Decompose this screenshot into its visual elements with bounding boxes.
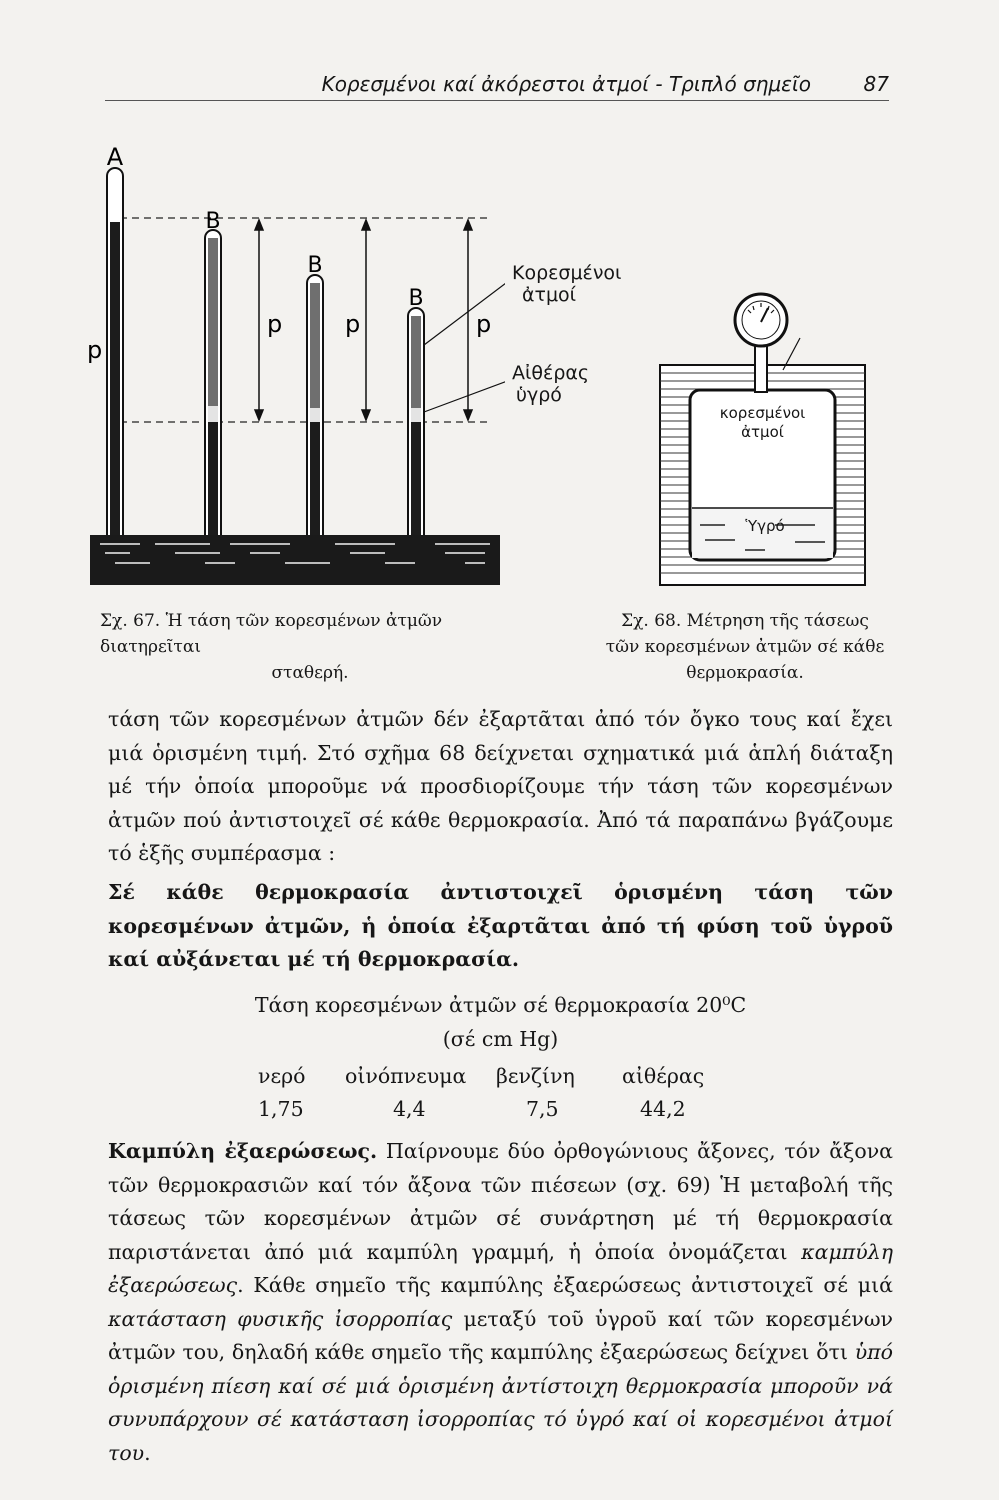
table-value-benzine: 7,5 — [526, 1097, 559, 1121]
term-curve: καμπύλη ἐξαερώσεως — [108, 1239, 893, 1297]
label-b2: B — [307, 253, 323, 278]
label-b1: B — [205, 209, 221, 234]
label-p2: p — [267, 310, 283, 338]
mercury-trough — [90, 535, 500, 585]
figure-67 — [85, 140, 505, 590]
table-value-ether: 44,2 — [640, 1097, 686, 1121]
tube-2 — [205, 230, 221, 580]
running-header — [105, 70, 889, 101]
tube-3 — [307, 275, 323, 580]
table-value-water: 1,75 — [258, 1097, 304, 1121]
section-heading: Καμπύλη ἐξαερώσεως. — [108, 1139, 378, 1163]
page-number: 87 — [863, 72, 889, 96]
caption-fig67: Σχ. 67. Ἡ τάση τῶν κορεσμένων ἀτμῶν διατηρεῖται σταθερή. — [100, 611, 443, 683]
label-saturated-vapor: Κορεσμένοι ἀτμοί — [512, 262, 622, 306]
label-ether-liquid: Αἰθέρας ὑγρό — [512, 362, 590, 406]
tube-a — [107, 168, 123, 580]
term-final: ὑπό ὁρισμένη πίεση καί σέ μιά ὁρισμένη ἀντίστοιχη θερμοκρασία μποροῦν νά συνυπάρχουν σέ κατάσταση ἰσορροπίας τό ὑγρό καί οἱ κορεσμένοι ἀτμοί του — [108, 1340, 893, 1465]
label-p1: p — [87, 336, 103, 364]
caption-fig68: Σχ. 68. Μέτρηση τῆς τάσεως τῶν κορεσμένων ἀτμῶν σέ κάθε θερμοκρασία. — [605, 611, 885, 683]
label-a: A — [106, 143, 124, 171]
label-liquid-68: Ὑγρό — [745, 517, 785, 535]
table-header-water: νερό — [258, 1064, 306, 1088]
running-title: Κορεσμένοι καί ἀκόρεστοι ἀτμοί - Τριπλό σημεῖο — [321, 72, 811, 96]
paragraph-1: τάση τῶν κορεσμένων ἀτμῶν δέν ἐξαρτᾶται ἀπό τόν ὄγκο τους καί ἔχει μιά ὁρισμένη τιμή. Στό σχῆμα 68 δείχνεται σχηματικά μιά ἁπλή διάταξη μέ τήν ὁποία μποροῦμε νά προσδιορίζουμε τήν τάση τῶν κορεσμένων ἀτμῶν πού ἀντιστοιχεῖ σέ κάθε θερμοκρασία. Ἀπό τά παραπάνω βγάζουμε τό ἑξῆς συμπέρασμα : — [108, 707, 893, 865]
table-header-ether: αἰθέρας — [622, 1064, 705, 1088]
table-header-benzine: βενζίνη — [496, 1064, 575, 1088]
term-equilibrium: κατάσταση φυσικῆς ἰσορροπίας — [108, 1306, 453, 1331]
conclusion: Σέ κάθε θερμοκρασία ἀντιστοιχεῖ ὁρισμένη τάση τῶν κορεσμένων ἀτμῶν, ἡ ὁποία ἐξαρτᾶται ἀπό τή φύση τοῦ ὑγροῦ καί αὐξάνεται μέ τή θερμοκρασία. — [108, 880, 893, 971]
table-header-alcohol: οἰνόπνευμα — [345, 1064, 467, 1088]
section-vaporization-curve: Καμπύλη ἐξαερώσεως. Παίρνουμε δύο ὀρθογώνιους ἄξονες, τόν ἄξονα τῶν θερμοκρασιῶν καί τόν ἄξονα τῶν πιέσεων (σχ. 69) Ἡ μεταβολή τῆς τάσεως τῶν κορεσμένων ἀτμῶν σέ συνάρτηση μέ τή θερμοκρασία παριστάνεται ἀπό μιά καμπύλη γραμμή, ἡ ὁποία ὀνομάζεται καμπύλη ἐξαερώσεως. Κάθε σημεῖο τῆς καμπύλης ἐξαερώσεως ἀντιστοιχεῖ σέ μιά κατάσταση φυσικῆς ἰσορροπίας μεταξύ τοῦ ὑγροῦ καί τῶν κορεσμένων ἀτμῶν του, δηλαδή κάθε σημεῖο τῆς καμπύλης ἐξαερώσεως δείχνει ὅτι ὑπό ὁρισμένη πίεση καί σέ μιά ὁρισμένη ἀντίστοιχη θερμοκρασία μποροῦν νά συνυπάρχουν σέ κατάσταση ἰσορροπίας τό ὑγρό καί οἱ κορεσμένοι ἀτμοί του. — [108, 1139, 893, 1465]
label-saturated-vapor-68: κορεσμένοι ἀτμοί — [700, 404, 825, 442]
table-title: Τάση κορεσμένων ἀτμῶν σέ θερμοκρασία 20⁰C — [254, 993, 747, 1017]
label-b3: B — [408, 286, 424, 311]
label-p4: p — [476, 310, 492, 338]
table-value-alcohol: 4,4 — [393, 1097, 426, 1121]
label-p3: p — [345, 310, 361, 338]
table-unit: (σέ cm Hg) — [442, 1027, 559, 1051]
